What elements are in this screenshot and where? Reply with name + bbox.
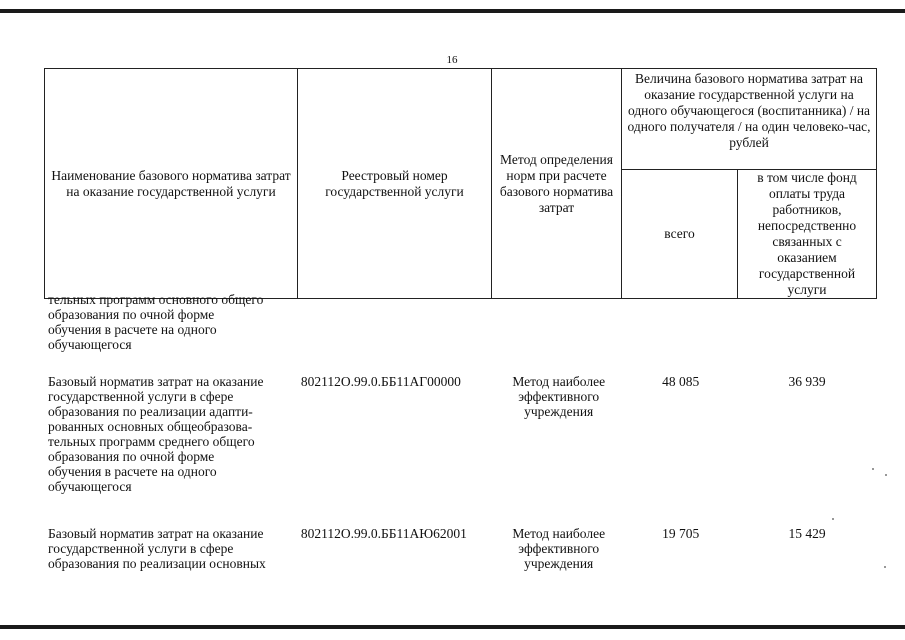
table-row [44, 374, 876, 526]
row-name [44, 374, 295, 526]
row-registry: 802112О.99.0.ББ11АГ00000 [300, 374, 461, 389]
row-fund: 36 939 [788, 374, 826, 389]
row-registry [295, 292, 494, 363]
table-row [44, 526, 876, 586]
row-name [44, 292, 295, 363]
row-name-line: обучающегося [48, 337, 132, 352]
row-name-line: обучающегося [48, 479, 132, 494]
row-name-line: государственной услуги в сфере [48, 541, 234, 556]
row-method [494, 526, 623, 586]
row-method-line: учреждения [524, 556, 594, 571]
row-name-line: образования по реализации основных [48, 556, 266, 571]
row-name-line: образования по очной форме [48, 449, 215, 464]
row-name-line: обучения в расчете на одного [48, 464, 217, 479]
row-name-line: обучения в расчете на одного [48, 322, 217, 337]
bottom-border-rule [0, 625, 905, 629]
top-border-rule [0, 9, 905, 13]
row-total: 19 705 [662, 526, 700, 541]
header-name: Наименование базового норматива затрат на оказание государственной услуги [45, 69, 298, 299]
row-fund: 15 429 [788, 526, 826, 541]
row-method-line: эффективного [518, 541, 600, 556]
row-total: 48 085 [662, 374, 700, 389]
row-name-line: рованных основных общеобразова- [48, 419, 253, 434]
row-name-line: образования по реализации адапти- [48, 404, 253, 419]
row-method-line: Метод наиболее [512, 374, 606, 389]
header-total: всего [622, 170, 738, 299]
page-number: 16 [446, 54, 458, 66]
row-name-line: образования по очной форме [48, 307, 215, 322]
scan-speck [885, 474, 887, 476]
header-fund: в том числе фонд оплаты труда работников, непосредственно связанных с оказанием государственной услуги [738, 170, 877, 299]
row-name-line: тельных программ среднего общего [48, 434, 255, 449]
header-registry: Реестровый номер государственной услуги [298, 69, 492, 299]
scan-speck [832, 518, 834, 520]
row-method-line: эффективного [518, 389, 600, 404]
norms-table-body [44, 292, 876, 586]
row-method-line: учреждения [524, 404, 594, 419]
row-method [494, 374, 623, 526]
row-method [494, 292, 623, 363]
row-name-line: государственной услуги в сфере [48, 389, 234, 404]
row-total [623, 292, 738, 363]
row-name [44, 526, 295, 586]
row-name-line: Базовый норматив затрат на оказание [48, 374, 264, 389]
row-registry: 802112О.99.0.ББ11АЮ62001 [300, 526, 467, 541]
row-method-line: Метод наиболее [512, 526, 606, 541]
table-row [44, 292, 876, 363]
header-method: Метод определения норм при расчете базового норматива затрат [492, 69, 622, 299]
scan-speck [884, 566, 886, 568]
row-name-line: Базовый норматив затрат на оказание [48, 526, 264, 541]
header-value-group: Величина базового норматива затрат на оказание государственной услуги на одного обучающегося (воспитанника) / на одного получателя / на один человеко-час, рублей [622, 69, 877, 170]
scan-speck [872, 468, 874, 470]
norms-table-header [44, 68, 877, 299]
row-fund [738, 292, 876, 363]
row-name-line: тельных программ основного общего [48, 292, 264, 307]
